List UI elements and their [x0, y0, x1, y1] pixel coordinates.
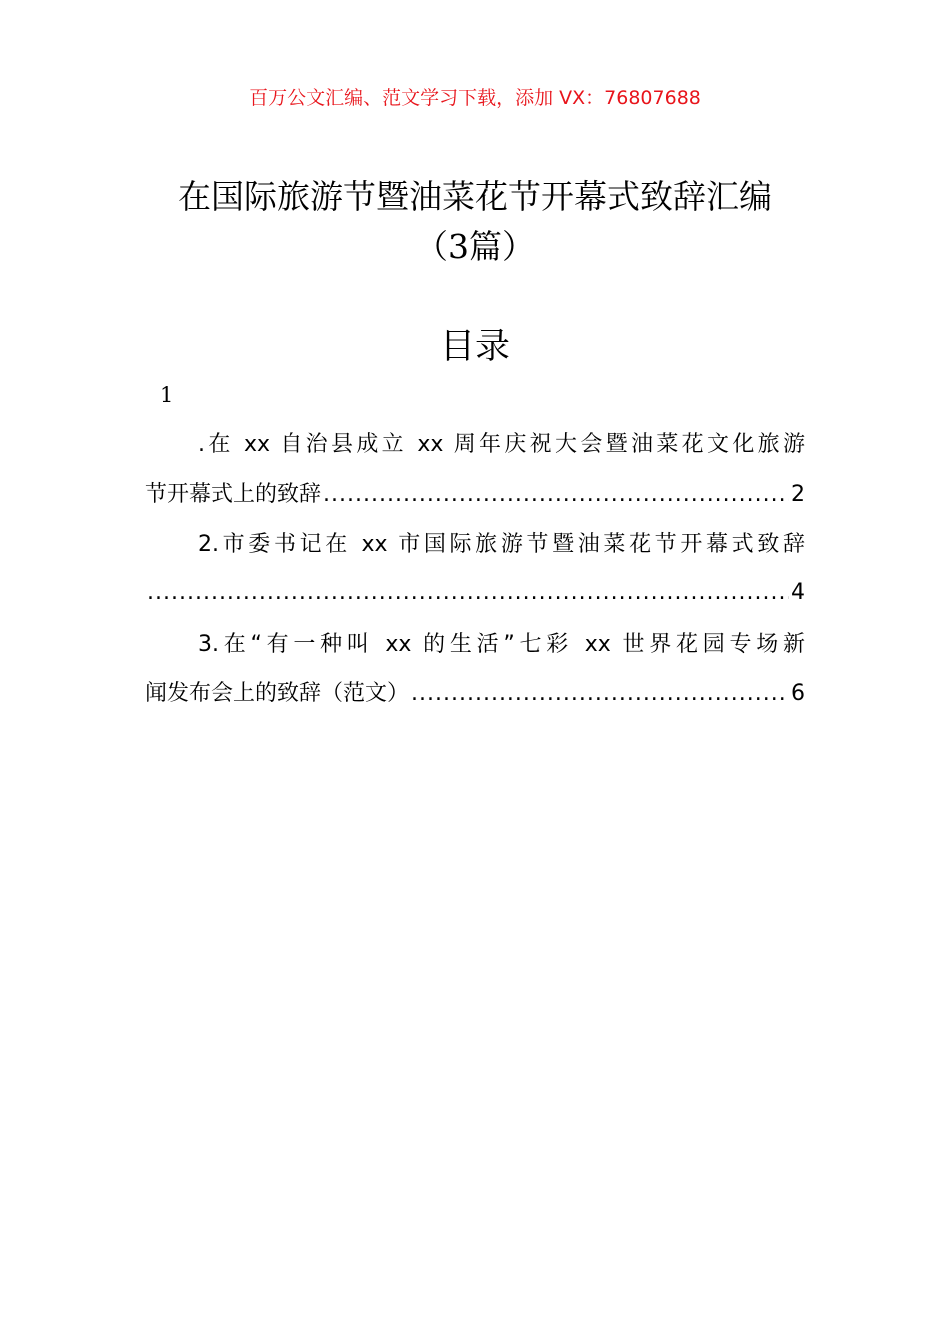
subtitle-close-paren: ）: [502, 227, 535, 266]
toc-entry-3-page: 6: [791, 681, 805, 706]
toc-entry-1-line-1[interactable]: .在 xx 自治县成立 xx 周年庆祝大会暨油菜花文化旅游: [198, 432, 805, 457]
toc-entry-2-page: 4: [791, 580, 805, 605]
toc-entry-2-line-2[interactable]: [145, 573, 805, 613]
subtitle-word: 篇: [469, 227, 502, 266]
toc-entry-3-line-2[interactable]: [145, 674, 805, 714]
toc-entry-2-line-1[interactable]: 2.市委书记在 xx 市国际旅游节暨油菜花节开幕式致辞: [198, 532, 805, 557]
toc-entry-1-leader: [323, 475, 789, 515]
toc-entry-1-page: 2: [791, 482, 805, 507]
promo-header-note: 百万公文汇编、范文学习下载，添加 VX：76807688: [249, 87, 701, 109]
toc-entry-1-text: 节开幕式上的致辞: [145, 482, 322, 507]
toc-entry-3-text: 闻发布会上的致辞（范文）: [145, 681, 410, 706]
toc-entry-3-line-1[interactable]: 3.在“有一种叫 xx 的生活”七彩 xx 世界花园专场新: [198, 632, 805, 657]
toc-stray-number: 1: [160, 383, 174, 407]
toc-heading: 目录: [439, 327, 510, 367]
toc-entry-2-leader: [147, 573, 789, 613]
subtitle-count: 3: [448, 227, 469, 266]
subtitle-open-paren: （: [415, 227, 448, 266]
toc-entry-3-leader: [411, 674, 789, 714]
toc-entry-1-line-2[interactable]: [145, 475, 805, 515]
document-subtitle: [0, 222, 950, 272]
document-title: 在国际旅游节暨油菜花节开幕式致辞汇编: [178, 177, 772, 216]
